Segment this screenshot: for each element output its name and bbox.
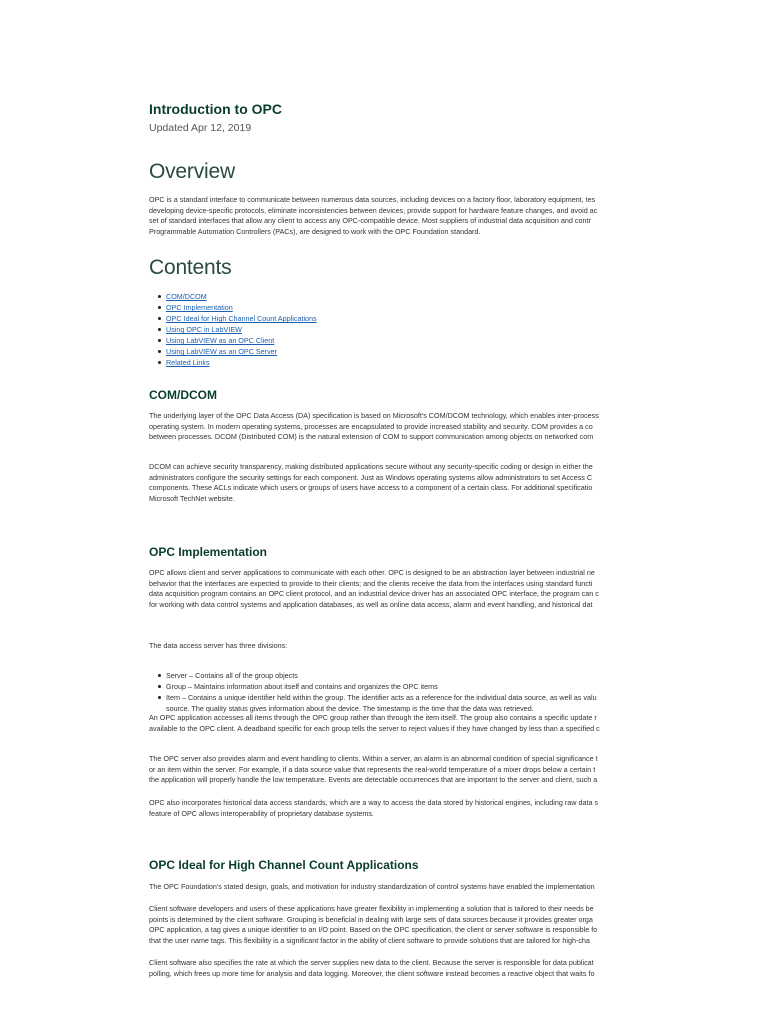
comdcom-paragraph-2 [149,462,593,504]
divisions-list [149,670,597,714]
list-item [149,681,597,692]
text-line: Client software also specifies the rate at which the server supplies new data to the client. Because the server is responsible for data publicat [149,958,594,967]
implementation-paragraph-3 [149,754,598,786]
text-line: Client software developers and users of these applications have greater flexibility in implementing a solution that is tailored to their needs be [149,904,594,913]
implementation-heading: OPC Implementation [149,545,268,559]
text-line: behavior that the interfaces are expected to provide to their clients; and the clients receive the data from the interfaces using standard functi [149,578,593,588]
toc-link-related-links[interactable]: Related Links [166,358,210,367]
text-line: OPC application, a tag gives a unique identifier to an I/O point. Based on the OPC specification, the client or server software is responsible fo [149,925,598,934]
text-line: Server – Contains all of the group objects [166,671,298,680]
toc-link-high-channel[interactable]: OPC Ideal for High Channel Count Applications [166,314,317,323]
text-line: feature of OPC allows interoperability of proprietary database systems. [149,808,374,818]
list-item [149,313,317,324]
comdcom-heading: COM/DCOM [149,388,217,402]
list-item [149,346,317,357]
comdcom-paragraph-1 [149,411,599,443]
ideal-paragraph-2 [149,904,597,946]
text-line: Group – Maintains information about itself and contains and organizes the OPC items [166,682,438,691]
text-line: The OPC Foundation's stated design, goals, and motivation for industry standardization of control systems have enabled the implementation [149,882,595,891]
text-line: polling, which frees up more time for analysis and data logging. Moreover, the client software instead becomes a reactive object that waits fo [149,968,595,978]
implementation-paragraph-2 [149,713,600,734]
text-line: OPC also incorporates historical data access standards, which are a way to access the data stored by historical engines, including raw data s [149,798,599,807]
contents-list [149,291,317,368]
text-line: or an item within the server. For example, if a data source value that represents the real-world temperature of a mixer drops below a certain t [149,764,596,774]
ideal-paragraph-1 [149,882,595,893]
text-line: OPC is a standard interface to communicate between numerous data sources, including devices on a factory floor, laboratory equipment, tes [149,195,596,204]
text-line: Programmable Automation Controllers (PACs), are designed to work with the OPC Foundation standard. [149,226,481,236]
list-item [149,291,317,302]
implementation-paragraph-4 [149,798,598,819]
ideal-paragraph-3 [149,958,594,979]
text-line: The OPC server also provides alarm and event handling to clients. Within a server, an alarm is an abnormal condition of special significance t [149,754,598,763]
text-line: the application will properly handle the low temperature. Events are detectable occurrences that are important to the server and client, such a [149,775,598,784]
text-line: administrators configure the security settings for each component. Just as Windows operating systems allow administrators to set Access C [149,472,593,482]
ideal-heading: OPC Ideal for High Channel Count Applications [149,858,419,872]
text-line: OPC allows client and server applications to communicate with each other. OPC is designed to be an abstraction layer between industrial ne [149,568,595,577]
list-item [149,692,597,714]
article [149,0,630,1024]
toc-link-labview-server[interactable]: Using LabVIEW as an OPC Server [166,347,278,356]
text-line: source. The quality status gives information about the device. The timestamp is the time that the data was retrieved. [166,704,534,713]
text-line: between processes. DCOM (Distributed COM) is the natural extension of COM to support communication among objects on networked com [149,432,594,441]
text-line: for working with data control systems and application databases, as well as online data access, alarm and event handling, and historical dat [149,599,593,609]
toc-link-opc-in-labview[interactable]: Using OPC in LabVIEW [166,325,242,334]
text-line: available to the OPC client. A deadband specific for each group tells the server to reject values if they have changed by less than a specified c [149,723,600,733]
list-item [149,357,317,368]
text-line: DCOM can achieve security transparency, making distributed applications secure without any security-specific coding or design in either the [149,462,593,471]
text-line: that the user name tags. This flexibility is a significant factor in the ability of client software to provide solutions that are tailored for high-cha [149,935,590,945]
implementation-paragraph-1 [149,568,599,610]
text-line: operating system. In modern operating systems, processes are encapsulated to provide increased stability and security. COM provides a co [149,421,593,431]
contents-list-wrap [149,291,317,368]
toc-link-opc-implementation[interactable]: OPC Implementation [166,303,233,312]
overview-paragraph [149,195,597,237]
divisions-intro [149,641,287,652]
contents-heading: Contents [149,256,232,279]
toc-link-com-dcom[interactable]: COM/DCOM [166,292,207,301]
toc-link-labview-client[interactable]: Using LabVIEW as an OPC Client [166,336,275,345]
text-line: The underlying layer of the OPC Data Access (DA) specification is based on Microsoft's COM/DCOM technology, which enables inter-process [149,411,599,420]
divisions-list-wrap [149,670,597,714]
text-line: An OPC application accesses all items through the OPC group rather than through the item itself. The group also contains a specific update r [149,713,597,722]
list-item [149,302,317,313]
text-line: data acquisition program contains an OPC client protocol, and an industrial device driver has an associated OPC interface, the program can c [149,589,599,598]
page-title: Introduction to OPC [149,101,282,117]
text-line: points is determined by the client software. Grouping is beneficial in dealing with large sets of data sources because it provides greater orga [149,914,593,924]
overview-heading: Overview [149,160,235,183]
text-line: The data access server has three divisions: [149,641,288,650]
list-item [149,324,317,335]
text-line: set of standard interfaces that allow any client to access any OPC-compatible device. Most suppliers of industrial data acquisition and contr [149,216,591,225]
list-item [149,335,317,346]
text-line: Item – Contains a unique identifier held within the group. The identifier acts as a reference for the individual data source, as well as valu [166,693,597,702]
text-line: Microsoft TechNet website. [149,493,235,503]
text-line: components. These ACLs indicate which users or groups of users have access to a component of a certain class. For additional specificatio [149,483,593,492]
list-item [149,670,597,681]
updated-date: Updated Apr 12, 2019 [149,122,252,134]
text-line: developing device-specific protocols, eliminate inconsistencies between devices, provide support for hardware feature changes, and avoid ac [149,205,598,215]
